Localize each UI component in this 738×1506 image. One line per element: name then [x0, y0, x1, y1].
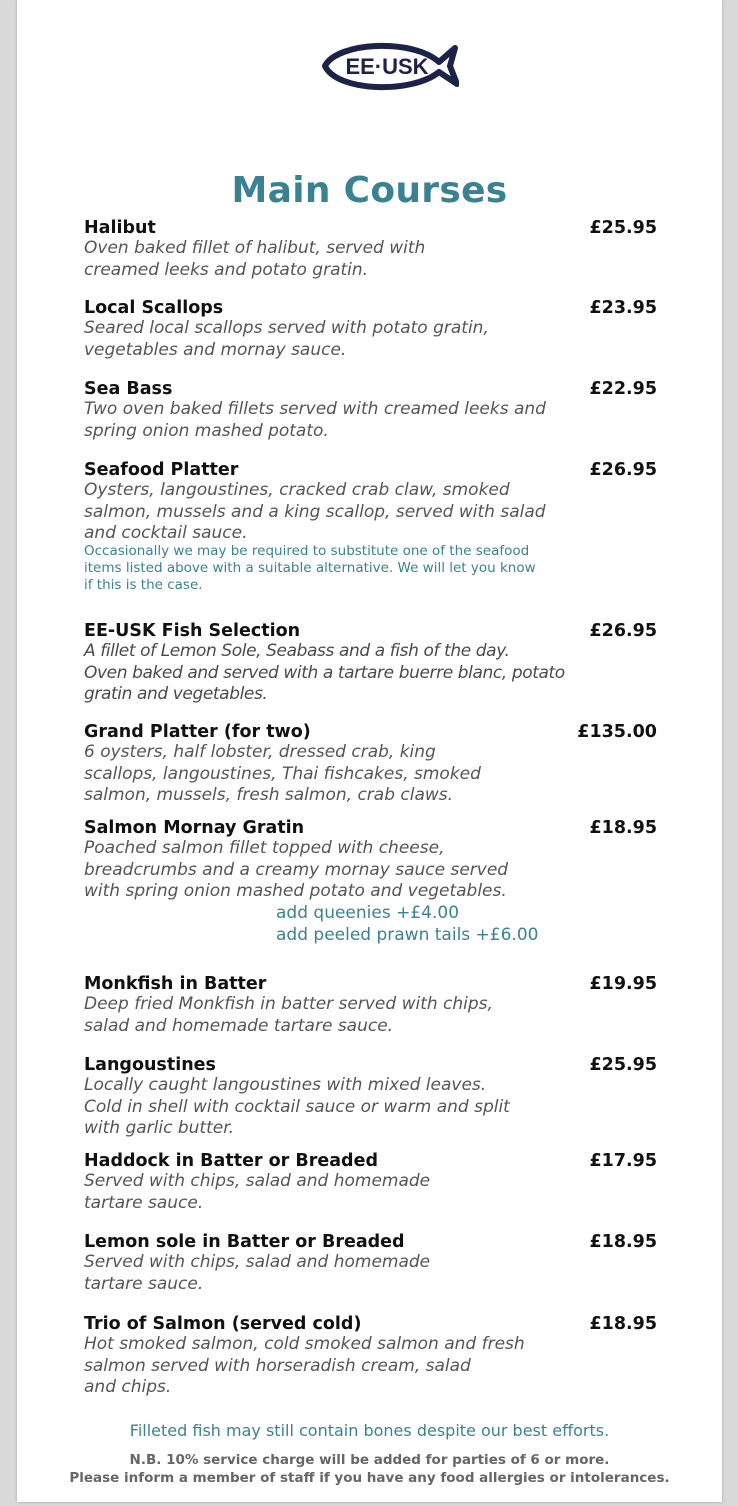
bones-notice: Filleted fish may still contain bones despite our best efforts.	[129, 1421, 610, 1440]
page-title: Main Courses	[231, 170, 508, 211]
item-price: £19.95	[589, 974, 657, 994]
item-name: Seafood Platter	[84, 460, 239, 480]
item-name: Langoustines	[84, 1055, 216, 1075]
addon-option: add peeled prawn tails +£6.00	[276, 925, 539, 945]
service-charge-notice: N.B. 10% service charge will be added for parties of 6 or more. Please inform a member of staff if you have any food allergies or intolerances.	[69, 1452, 670, 1486]
item-name: Grand Platter (for two)	[84, 722, 311, 742]
item-description: Oven baked fillet of halibut, served with creamed leeks and potato gratin.	[84, 238, 426, 280]
fish-logo-icon	[317, 36, 459, 98]
item-description: Deep fried Monkfish in batter served with chips, salad and homemade tartare sauce.	[84, 994, 493, 1036]
item-price: £135.00	[577, 722, 657, 742]
item-price: £17.95	[589, 1151, 657, 1171]
item-name: Haddock in Batter or Breaded	[84, 1151, 378, 1171]
addon-option: add queenies +£4.00	[276, 903, 460, 923]
item-price: £25.95	[589, 218, 657, 238]
item-name: Halibut	[84, 218, 156, 238]
item-price: £25.95	[589, 1055, 657, 1075]
item-price: £26.95	[589, 621, 657, 641]
item-name: EE-USK Fish Selection	[84, 621, 301, 641]
item-description: Two oven baked fillets served with creamed leeks and spring onion mashed potato.	[84, 399, 546, 441]
item-description: Poached salmon fillet topped with cheese, breadcrumbs and a creamy mornay sauce served with spring onion mashed potato and vegetables.	[84, 838, 509, 901]
item-price: £18.95	[589, 1232, 657, 1252]
item-name: Salmon Mornay Gratin	[84, 818, 305, 838]
item-name: Trio of Salmon (served cold)	[84, 1314, 362, 1334]
item-price: £18.95	[589, 1314, 657, 1334]
item-price: £23.95	[589, 298, 657, 318]
item-price: £18.95	[589, 818, 657, 838]
item-name: Lemon sole in Batter or Breaded	[84, 1232, 405, 1252]
item-description: Served with chips, salad and homemade tartare sauce.	[84, 1252, 431, 1294]
item-description: 6 oysters, half lobster, dressed crab, king scallops, langoustines, Thai fishcakes, smoked salmon, mussels, fresh salmon, crab claws.	[84, 742, 481, 805]
logo-text: EE·USK	[345, 54, 429, 79]
item-name: Monkfish in Batter	[84, 974, 267, 994]
item-price: £22.95	[589, 379, 657, 399]
item-name: Local Scallops	[84, 298, 224, 318]
item-description: Hot smoked salmon, cold smoked salmon and fresh salmon served with horseradish cream, salad and chips.	[84, 1334, 525, 1397]
item-description: Locally caught langoustines with mixed leaves. Cold in shell with cocktail sauce or warm and split with garlic butter.	[84, 1075, 510, 1138]
item-name: Sea Bass	[84, 379, 173, 399]
item-price: £26.95	[589, 460, 657, 480]
item-description: Served with chips, salad and homemade tartare sauce.	[84, 1171, 431, 1213]
item-description: A fillet of Lemon Sole, Seabass and a fish of the day. Oven baked and served with a tartare buerre blanc, potato gratin and vegetables.	[84, 641, 565, 704]
menu-page	[17, 0, 722, 1502]
item-description: Oysters, langoustines, cracked crab claw, smoked salmon, mussels and a king scallop, served with salad and cocktail sauce.	[84, 480, 546, 543]
substitution-note: Occasionally we may be required to substitute one of the seafood items listed above with a suitable alternative. We will let you know if this is the case.	[84, 543, 536, 593]
item-description: Seared local scallops served with potato gratin, vegetables and mornay sauce.	[84, 318, 489, 360]
